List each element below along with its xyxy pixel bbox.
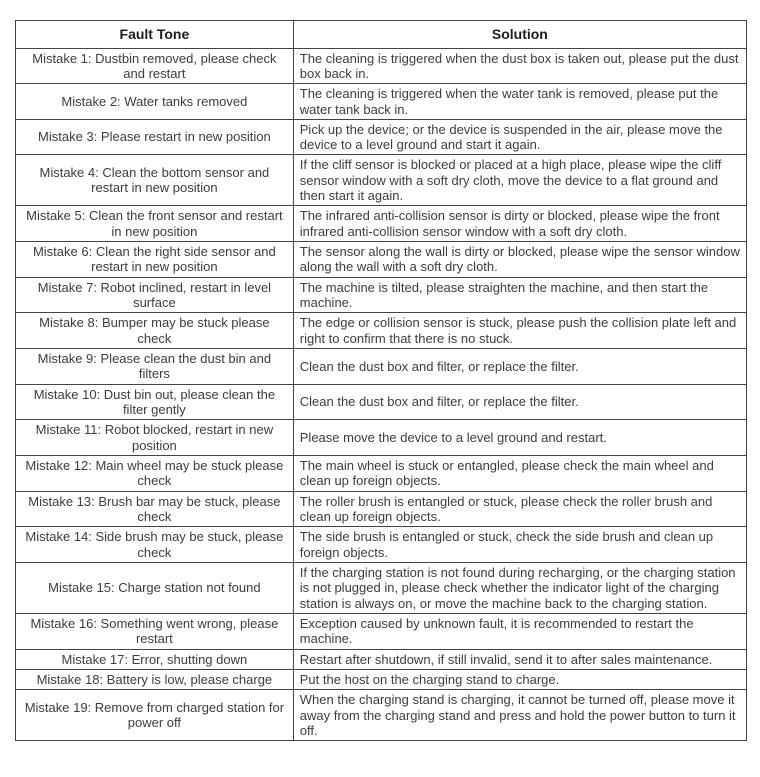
- solution-cell: The side brush is entangled or stuck, check the side brush and clean up foreign objects.: [293, 527, 746, 563]
- solution-cell: If the charging station is not found during recharging, or the charging station is not plugged in, please check whether the indicator light of the charging station is always on, or move the machine back to the charging station.: [293, 563, 746, 614]
- solution-cell: The roller brush is entangled or stuck, please check the roller brush and clean up foreign objects.: [293, 491, 746, 527]
- table-row: [16, 384, 747, 420]
- table-row: [16, 349, 747, 385]
- fault-tone-cell: Mistake 13: Brush bar may be stuck, please check: [16, 491, 294, 527]
- table-row: [16, 155, 747, 206]
- solution-cell: The sensor along the wall is dirty or blocked, please wipe the sensor window along the wall with a soft dry cloth.: [293, 242, 746, 278]
- fault-tone-cell: Mistake 9: Please clean the dust bin and filters: [16, 349, 294, 385]
- fault-tone-cell: Mistake 16: Something went wrong, please restart: [16, 614, 294, 650]
- fault-tone-cell: Mistake 17: Error, shutting down: [16, 649, 294, 669]
- fault-tone-column-header: Fault Tone: [16, 21, 294, 49]
- solution-cell: The cleaning is triggered when the water tank is removed, please put the water tank back in.: [293, 84, 746, 120]
- solution-cell: Clean the dust box and filter, or replace the filter.: [293, 349, 746, 385]
- solution-column-header: Solution: [293, 21, 746, 49]
- fault-tone-cell: Mistake 12: Main wheel may be stuck please check: [16, 456, 294, 492]
- solution-cell: If the cliff sensor is blocked or placed at a high place, please wipe the cliff sensor window with a soft dry cloth, move the device to a flat ground and then start it again.: [293, 155, 746, 206]
- table-row: [16, 242, 747, 278]
- solution-cell: Restart after shutdown, if still invalid, send it to after sales maintenance.: [293, 649, 746, 669]
- solution-cell: The main wheel is stuck or entangled, please check the main wheel and clean up foreign objects.: [293, 456, 746, 492]
- table-row: [16, 84, 747, 120]
- fault-tone-cell: Mistake 2: Water tanks removed: [16, 84, 294, 120]
- fault-solution-table: [15, 20, 747, 741]
- fault-tone-cell: Mistake 7: Robot inclined, restart in level surface: [16, 277, 294, 313]
- table-header-row: [16, 21, 747, 49]
- table-body: [16, 48, 747, 741]
- solution-cell: The edge or collision sensor is stuck, please push the collision plate left and right to confirm that there is no stuck.: [293, 313, 746, 349]
- fault-tone-cell: Mistake 6: Clean the right side sensor and restart in new position: [16, 242, 294, 278]
- fault-tone-cell: Mistake 11: Robot blocked, restart in new position: [16, 420, 294, 456]
- fault-tone-cell: Mistake 5: Clean the front sensor and restart in new position: [16, 206, 294, 242]
- fault-tone-cell: Mistake 10: Dust bin out, please clean the filter gently: [16, 384, 294, 420]
- fault-tone-cell: Mistake 8: Bumper may be stuck please check: [16, 313, 294, 349]
- solution-cell: The infrared anti-collision sensor is dirty or blocked, please wipe the front infrared anti-collision sensor window with a soft dry cloth.: [293, 206, 746, 242]
- table-row: [16, 119, 747, 155]
- table-row: [16, 313, 747, 349]
- fault-tone-cell: Mistake 18: Battery is low, please charge: [16, 670, 294, 690]
- solution-cell: When the charging stand is charging, it cannot be turned off, please move it away from the charging stand and press and hold the power button to turn it off.: [293, 690, 746, 741]
- fault-tone-cell: Mistake 14: Side brush may be stuck, please check: [16, 527, 294, 563]
- table-row: [16, 206, 747, 242]
- table-row: [16, 456, 747, 492]
- table-row: [16, 420, 747, 456]
- solution-cell: Put the host on the charging stand to charge.: [293, 670, 746, 690]
- table-row: [16, 614, 747, 650]
- fault-tone-cell: Mistake 1: Dustbin removed, please check and restart: [16, 48, 294, 84]
- fault-tone-cell: Mistake 15: Charge station not found: [16, 563, 294, 614]
- table-row: [16, 527, 747, 563]
- fault-tone-cell: Mistake 4: Clean the bottom sensor and restart in new position: [16, 155, 294, 206]
- solution-cell: Exception caused by unknown fault, it is recommended to restart the machine.: [293, 614, 746, 650]
- fault-tone-cell: Mistake 19: Remove from charged station for power off: [16, 690, 294, 741]
- table-row: [16, 563, 747, 614]
- solution-cell: Pick up the device; or the device is suspended in the air, please move the device to a level ground and start it again.: [293, 119, 746, 155]
- solution-cell: The cleaning is triggered when the dust box is taken out, please put the dust box back in.: [293, 48, 746, 84]
- table-row: [16, 670, 747, 690]
- table-row: [16, 48, 747, 84]
- solution-cell: Please move the device to a level ground and restart.: [293, 420, 746, 456]
- table-row: [16, 277, 747, 313]
- table-row: [16, 491, 747, 527]
- fault-tone-cell: Mistake 3: Please restart in new position: [16, 119, 294, 155]
- solution-cell: Clean the dust box and filter, or replace the filter.: [293, 384, 746, 420]
- table-row: [16, 690, 747, 741]
- table-row: [16, 649, 747, 669]
- solution-cell: The machine is tilted, please straighten the machine, and then start the machine.: [293, 277, 746, 313]
